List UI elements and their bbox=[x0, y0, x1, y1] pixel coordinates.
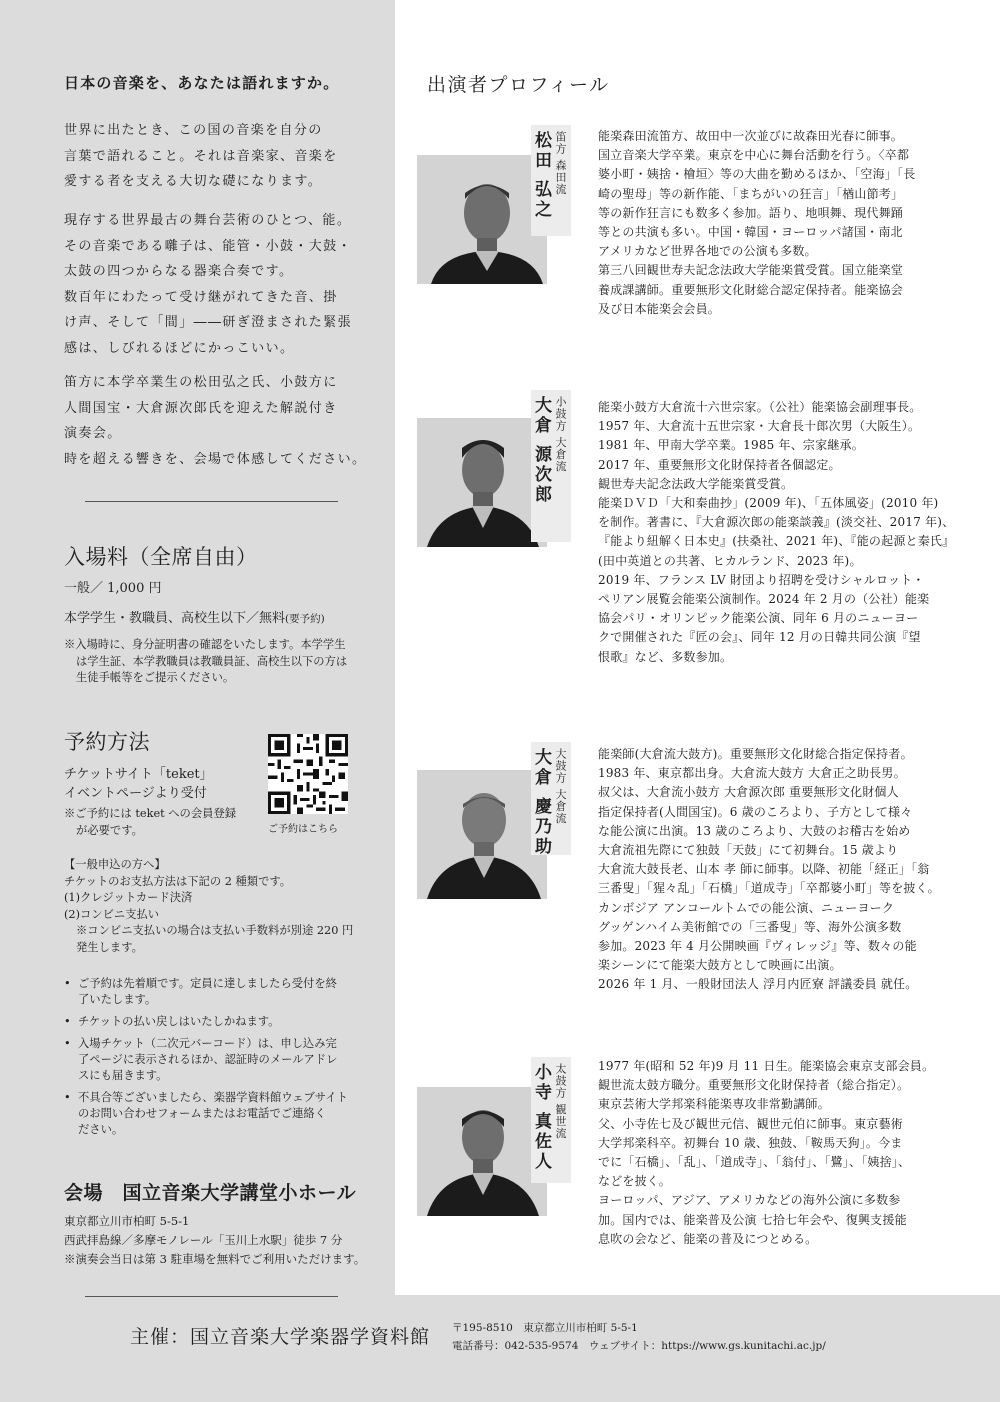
performer-role: 小鼓方 大倉流 bbox=[554, 396, 567, 473]
sponsor: 主催：国立音楽大学楽器学資料館 bbox=[130, 1326, 431, 1348]
name-tag bbox=[531, 125, 571, 236]
performer-bio: 能楽小鼓方大倉流十六世宗家。（公社）能楽協会副理事長。 1957 年、大倉流十五世宗家・大倉長十郎次男（大阪生）。 1981 年、甲南大学卒業。1985 年、宗家継承。 2017 年、重要無形文化財保持者各個認定。 観世寿夫記念法政大学能楽賞受賞。 能楽ＤＶＤ「大和秦曲抄」(2009 年)、「五体風姿」(2010 年) を制作。著書に、『大倉源次郎の能楽談義』(淡交社、2017 年)、 『能より紐解く日本史』(扶桑社、2021 年)、『能の起源と秦氏』 (田中英道との共著、ヒカルランド、2023 年)。 2019 年、フランス LV 財団より招聘を受けシャルロット・ ペリアン展覧会能楽公演制作。2024 年 2 月の（公社）能楽 協会パリ・オリンピック能楽公演、同年 6 月のニューヨー クで開催された『匠の会』、同年 12 月の日韓共同公演『望 恨歌』など、多数参加。 bbox=[598, 400, 955, 664]
list-item: • 入場チケット（二次元バーコード）は、申し込み完 了ページに表示されるほか、認証時のメールアドレ スにも届きます。 bbox=[64, 1036, 384, 1084]
reservation-qr-code[interactable] bbox=[268, 734, 348, 814]
footer-address: 〒195-8510 東京都立川市柏町 5-5-1 bbox=[452, 1322, 638, 1334]
performer-photo bbox=[417, 1087, 547, 1216]
venue-title: 会場 国立音楽大学講堂小ホール bbox=[64, 1182, 357, 1204]
intro-paragraph-2: 現存する世界最古の舞台芸術のひとつ、能。 その音楽である囃子は、能管・小鼓・大鼓・ 太鼓の四つからなる器楽合奏です。 数百年にわたって受け継がれてきた音、掛 け声、そして「間」――研ぎ澄まされた緊張 感は、しびれるほどにかっこいい。 bbox=[64, 213, 353, 356]
performer-bio: 能楽森田流笛方、故田中一次並びに故森田光春に師事。 国立音楽大学卒業。東京を中心に舞台活動を行う。〈卒都 婆小町・姨捨・檜垣〉等の大曲を勤めるほか、「空海」「長 崎の聖母」等の新作能、「まちがいの狂言」「楢山節考」 等の新作狂言にも数多く参加。語り、地唄舞、現代舞踊 等との共演も多い。中国・韓国・ヨーロッパ諸国・南北 アメリカなど世界各地での公演も多数。 第三八回観世寿夫記念法政大学能楽賞受賞。国立能楽堂 養成課講師。重要無形文化財総合認定保持者。能楽協会 及び日本能楽会会員。 bbox=[598, 129, 916, 316]
profiles-heading: 出演者プロフィール bbox=[427, 74, 610, 96]
reservation-line-1: チケットサイト「teket」 bbox=[64, 767, 213, 782]
performer-role: 太鼓方 観世流 bbox=[554, 1063, 567, 1140]
intro-title: 日本の音楽を、あなたは語れますか。 bbox=[64, 74, 340, 92]
performer-role: 笛方 森田流 bbox=[554, 131, 567, 196]
venue-details: 東京都立川市柏町 5-5-1 西武拝島線／多摩モノレール「玉川上水駅」徒歩 7 分 ※演奏会当日は第 3 駐車場を無料でご利用いただけます。 bbox=[64, 1214, 366, 1266]
footer-contact: 電話番号：042-535-9574 ウェブサイト：https://www.gs.kunitachi.ac.jp/ bbox=[452, 1340, 826, 1352]
list-item: • ご予約は先着順です。定員に達しましたら受付を終 了いたします。 bbox=[64, 976, 384, 1008]
performer-name: 大倉 慶乃助 bbox=[531, 748, 551, 857]
reservation-bullets bbox=[64, 976, 384, 1144]
performer-role: 大鼓方 大倉流 bbox=[554, 748, 567, 825]
reservation-line-2: イベントページより受付 bbox=[64, 786, 207, 801]
name-tag bbox=[531, 1057, 571, 1183]
reservation-title: 予約方法 bbox=[64, 730, 150, 754]
name-tag bbox=[531, 742, 571, 855]
divider bbox=[85, 501, 338, 502]
performer-name: 大倉 源次郎 bbox=[531, 396, 551, 505]
admission-free: 本学学生・教職員、高校生以下／無料(要予約) bbox=[64, 611, 325, 626]
performer-photo bbox=[417, 155, 547, 284]
qr-caption: ご予約はこちら bbox=[268, 824, 338, 835]
intro-paragraph-1: 世界に出たとき、この国の音楽を自分の 言葉で語れること。それは音楽家、音楽を 愛する者を支える大切な礎になります。 bbox=[64, 123, 338, 189]
name-tag bbox=[531, 390, 571, 542]
performer-photo bbox=[417, 770, 547, 899]
performer-name: 松田 弘之 bbox=[531, 131, 551, 220]
performer-name: 小寺 真佐人 bbox=[531, 1063, 551, 1172]
reservation-member-note: ※ご予約には teket への会員登録 が必要です。 bbox=[64, 807, 237, 837]
list-item: • 不具合等ございましたら、楽器学資料館ウェブサイト のお問い合わせフォームまたはお電話でご連絡く ださい。 bbox=[64, 1090, 384, 1138]
performer-bio: 1977 年(昭和 52 年)9 月 11 日生。能楽協会東京支部会員。 観世流太鼓方職分。重要無形文化財保持者（総合指定）。 東京芸術大学邦楽科能楽専攻非常勤講師。 父、小寺佐七及び観世元信、観世元伯に師事。東京藝術 大学邦楽科卒。初舞台 10 歳、独鼓、「鞍馬天狗」。今ま でに「石橋」、「乱」、「道成寺」、「翁付」、「鷺」、「姨捨」、 などを披く。 ヨーロッパ、アジア、アメリカなどの海外公演に多数参 加。国内では、能楽普及公演 七拾七年会や、復興支援能 息吹の会など、能楽の普及につとめる。 bbox=[598, 1059, 935, 1246]
admission-general: 一般／ 1,000 円 bbox=[64, 581, 162, 596]
divider bbox=[85, 1296, 338, 1297]
general-application-notes: 【一般申込の方へ】 チケットのお支払方法は下記の 2 種類です。 (1)クレジットカード決済 (2)コンビニ支払い ※コンビニ支払いの場合は支払い手数料が別途 220 円 発生します。 bbox=[64, 858, 354, 954]
admission-title: 入場料（全席自由） bbox=[64, 545, 258, 569]
list-item: • チケットの払い戻しはいたしかねます。 bbox=[64, 1014, 384, 1030]
performer-bio: 能楽師(大倉流大鼓方)。重要無形文化財総合指定保持者。 1983 年、東京都出身。大倉流大鼓方 大倉正之助長男。 叔父は、大倉流小鼓方 大倉源次郎 重要無形文化財個人 指定保持者(人間国宝)。6 歳のころより、子方として様々 な能公演に出演。13 歳のころより、大鼓のお稽古を始め 大倉流祖先際にて独鼓「天鼓」にて初舞台。15 歳より 大倉流大鼓長老、山本 孝 師に師事。以降、初能「経正」「翁 三番叟」「猩々乱」「石橋」「道成寺」「卒都婆小町」等を披く。 カンボジア アンコールトムでの能公演、ニューヨーク グッゲンハイム美術館での「三番叟」等、海外公演多数 参加。2023 年 4 月公開映画『ヴィレッジ』等、数々の能 楽シーンにて能楽大鼓方として映画に出演。 2026 年 1 月、一般財団法人 浮月内匠寮 評議委員 就任。 bbox=[598, 747, 940, 992]
performer-photo bbox=[417, 418, 547, 547]
intro-paragraph-3: 笛方に本学卒業生の松田弘之氏、小鼓方に 人間国宝・大倉源次郎氏を迎えた解説付き 演奏会。 時を超える響きを、会場で体感してください。 bbox=[64, 375, 367, 467]
admission-notes: ※入場時に、身分証明書の確認をいたします。本学学生 は学生証、本学教職員は教職員証、高校生以下の方は 生徒手帳等をご提示ください。 bbox=[64, 638, 348, 684]
